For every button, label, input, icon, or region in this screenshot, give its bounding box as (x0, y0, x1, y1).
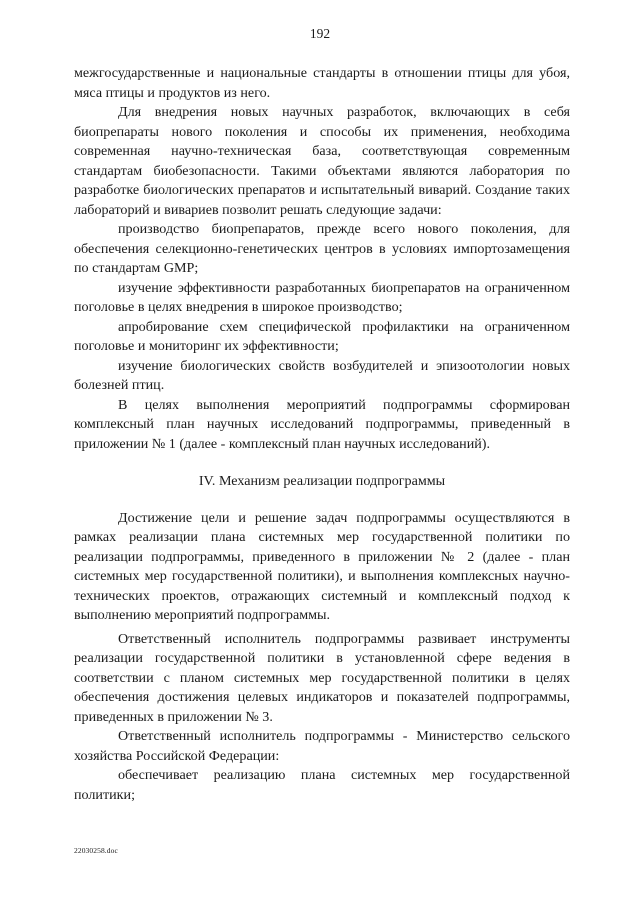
footer-file-code: 22030258.doc (74, 846, 118, 855)
document-body (74, 64, 570, 805)
paragraph-research-plan: В целях выполнения мероприятий подпрограммы сформирован комплексный план научных исследований подпрограммы, приведенный в приложении № 1 (далее - комплексный план научных исследований). (74, 396, 570, 452)
task-item-efficiency: изучение эффективности разработанных биопрепаратов на ограниченном поголовье в целях внедрения в широкое производство; (74, 279, 570, 315)
task-item-approbation: апробирование схем специфической профилактики на ограниченном поголовье и мониторинг их эффективности; (74, 318, 570, 354)
paragraph-standards-continuation: межгосударственные и национальные стандарты в отношении птицы для убоя, мяса птицы и продуктов из него. (74, 65, 570, 101)
paragraph-ministry: Ответственный исполнитель подпрограммы - Министерство сельского хозяйства Российской Федерации: (74, 728, 570, 764)
section-heading: IV. Механизм реализации подпрограммы (198, 473, 446, 489)
paragraph-ensures-implementation: обеспечивает реализацию плана системных мер государственной политики; (74, 767, 570, 803)
paragraph-responsible-executor: Ответственный исполнитель подпрограммы развивает инструменты реализации государственной политики в установленной сфере ведения в соответствии с планом системных мер государственной политики в целях обеспечения достижения целевых индикаторов и показателей подпрограммы, приведенных в приложении № 3. (74, 630, 570, 725)
task-item-production: производство биопрепаратов, прежде всего нового поколения, для обеспечения селекционно-генетических центров в условиях импортозамещения по стандартам GMP; (74, 221, 570, 276)
page-number: 192 (309, 26, 331, 41)
task-item-pathogens: изучение биологических свойств возбудителей и эпизоотологии новых болезней птиц. (74, 357, 570, 393)
paragraph-scientific-base: Для внедрения новых научных разработок, включающих в себя биопрепараты нового поколения и способы их применения, необходима современная научно-техническая база, соответствующая современным стандартам биобезопасности. Такими объектами являются лаборатория по разработке биологических препаратов и испытательный виварий. Создание таких лабораторий и вивариев позволит решать следующие задачи: (74, 104, 570, 218)
paragraph-goal-achievement: Достижение цели и решение задач подпрограммы осуществляются в рамках реализации плана системных мер государственной политики по реализации подпрограммы, приведенного в приложении № 2 (далее - план системных мер государственной политики), и выполнения комплексных научно-технических проектов, отражающих системный и комплексный подход к выполнению мероприятий подпрограммы. (74, 509, 570, 623)
